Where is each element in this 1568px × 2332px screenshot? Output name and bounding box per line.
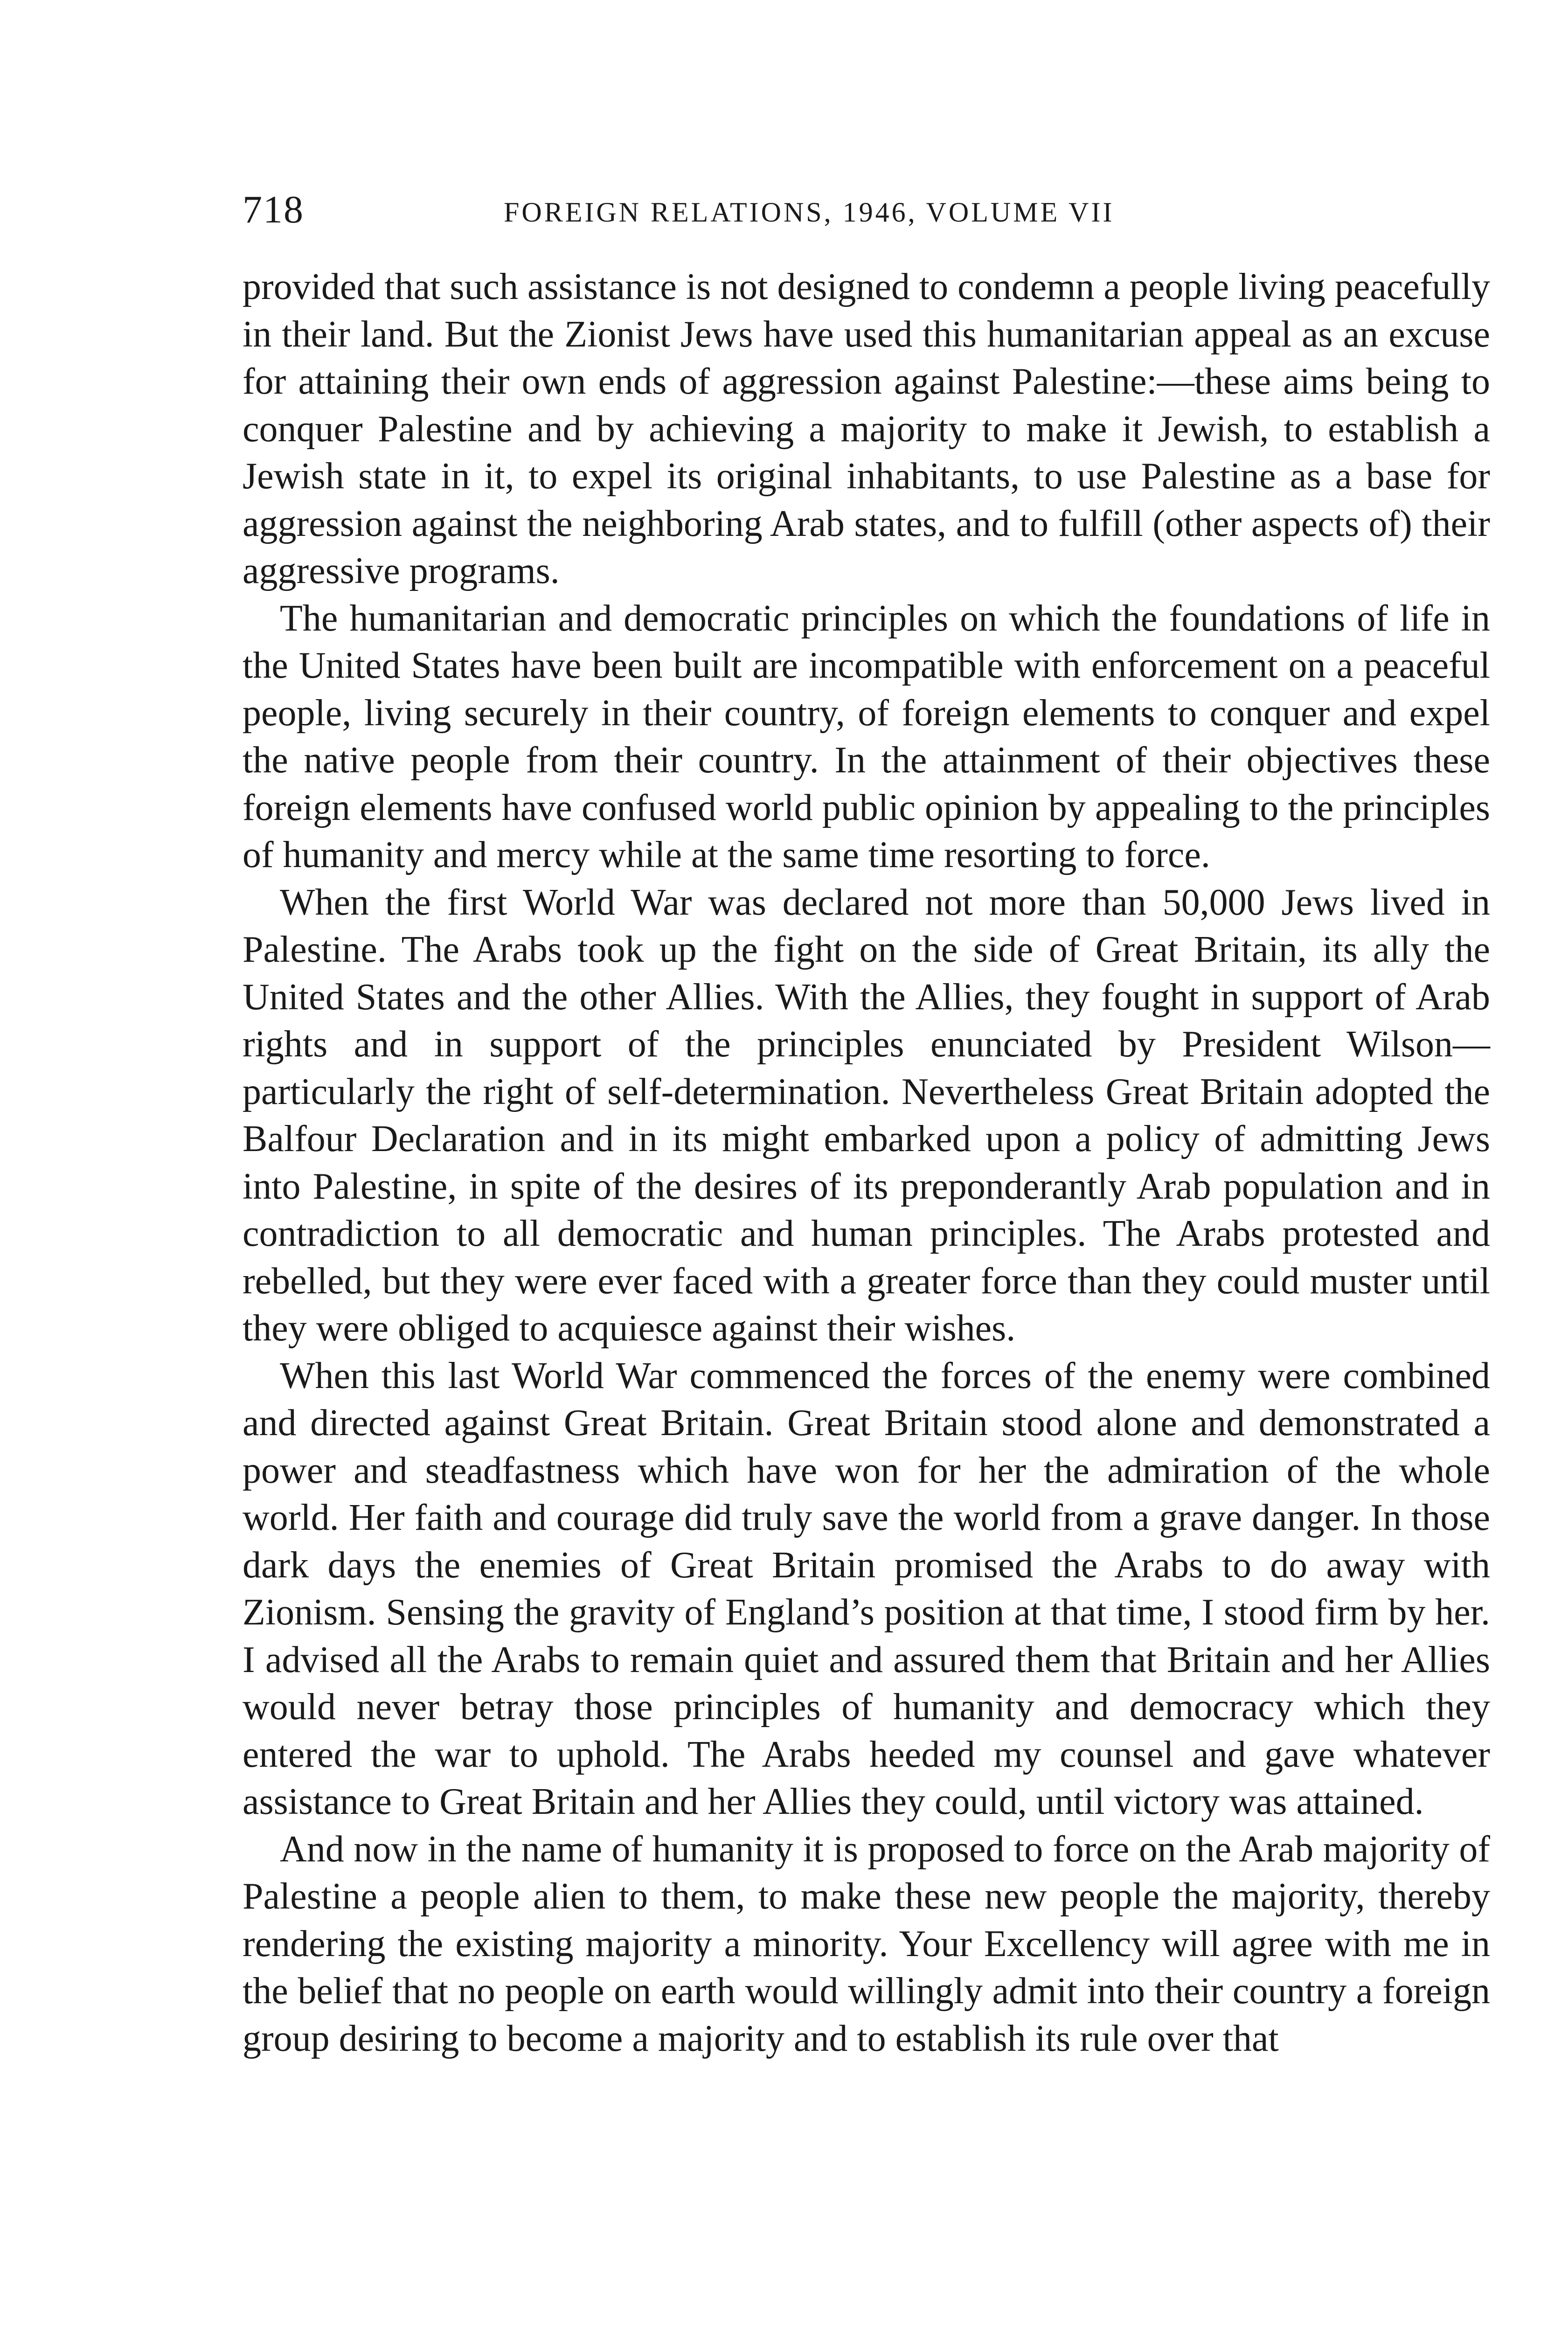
paragraph-first-world-war: When the first World War was declared not more than 50,000 Jews lived in Palestine. The Arabs took up the fight on the side of Great Britain, its ally the United States and the other Allies. With the Allies, they fought in support of Arab rights and in support of the principles enunciated by President Wilson—particularly the right of self-determination. Nevertheless Great Britain adopted the Balfour Declaration and in its might embarked upon a policy of admitting Jews into Palestine, in spite of the desires of its preponderantly Arab population and in contradiction to all democratic and human principles. The Arabs protested and rebelled, but they were ever faced with a greater force than they could muster until they were obliged to acquiesce against their wishes.	[243, 881, 1490, 1349]
running-head-title: FOREIGN RELATIONS, 1946, VOLUME VII	[504, 197, 1115, 228]
paragraph-continued: provided that such assistance is not designed to condemn a people living peacefully in their land. But the Zionist Jews have used this humanitarian appeal as an excuse for attaining their own ends of aggression against Palestine:—these aims being to conquer Palestine and by achieving a majority to make it Jewish, to establish a Jewish state in it, to expel its original inhabitants, to use Palestine as a base for aggression against the neighboring Arab states, and to fulfill (other aspects of) their aggressive programs.	[243, 266, 1490, 591]
page-number: 718	[243, 188, 304, 231]
paragraph-principles: The humanitarian and democratic principles on which the foundations of life in the United States have been built are incompatible with enforcement on a peaceful people, living securely in their country, of foreign elements to conquer and expel the native people from their country. In the attainment of their objectives these foreign elements have confused world public opinion by appealing to the principles of humanity and mercy while at the same time resorting to force.	[243, 597, 1490, 875]
paragraph-last-world-war: When this last World War commenced the forces of the enemy were combined and directed against Great Britain. Great Britain stood alone and demonstrated a power and steadfastness which have won for her the admiration of the whole world. Her faith and courage did truly save the world from a grave danger. In those dark days the enemies of Great Britain promised the Arabs to do away with Zionism. Sensing the gravity of England’s position at that time, I stood firm by her. I advised all the Arabs to remain quiet and assured them that Britain and her Allies would never betray those principles of humanity and democracy which they entered the war to uphold. The Arabs heeded my counsel and gave whatever assistance to Great Britain and her Allies they could, until victory was attained.	[243, 1355, 1490, 1822]
running-head	[243, 184, 1483, 236]
paragraph-humanity-proposal: And now in the name of humanity it is proposed to force on the Arab majority of Palestine a people alien to them, to make these new people the majority, thereby rendering the existing majority a minority. Your Excellency will agree with me in the belief that no people on earth would willingly admit into their country a foreign group desiring to become a majority and to establish its rule over that	[243, 1828, 1490, 2059]
body-text	[243, 264, 1490, 2062]
